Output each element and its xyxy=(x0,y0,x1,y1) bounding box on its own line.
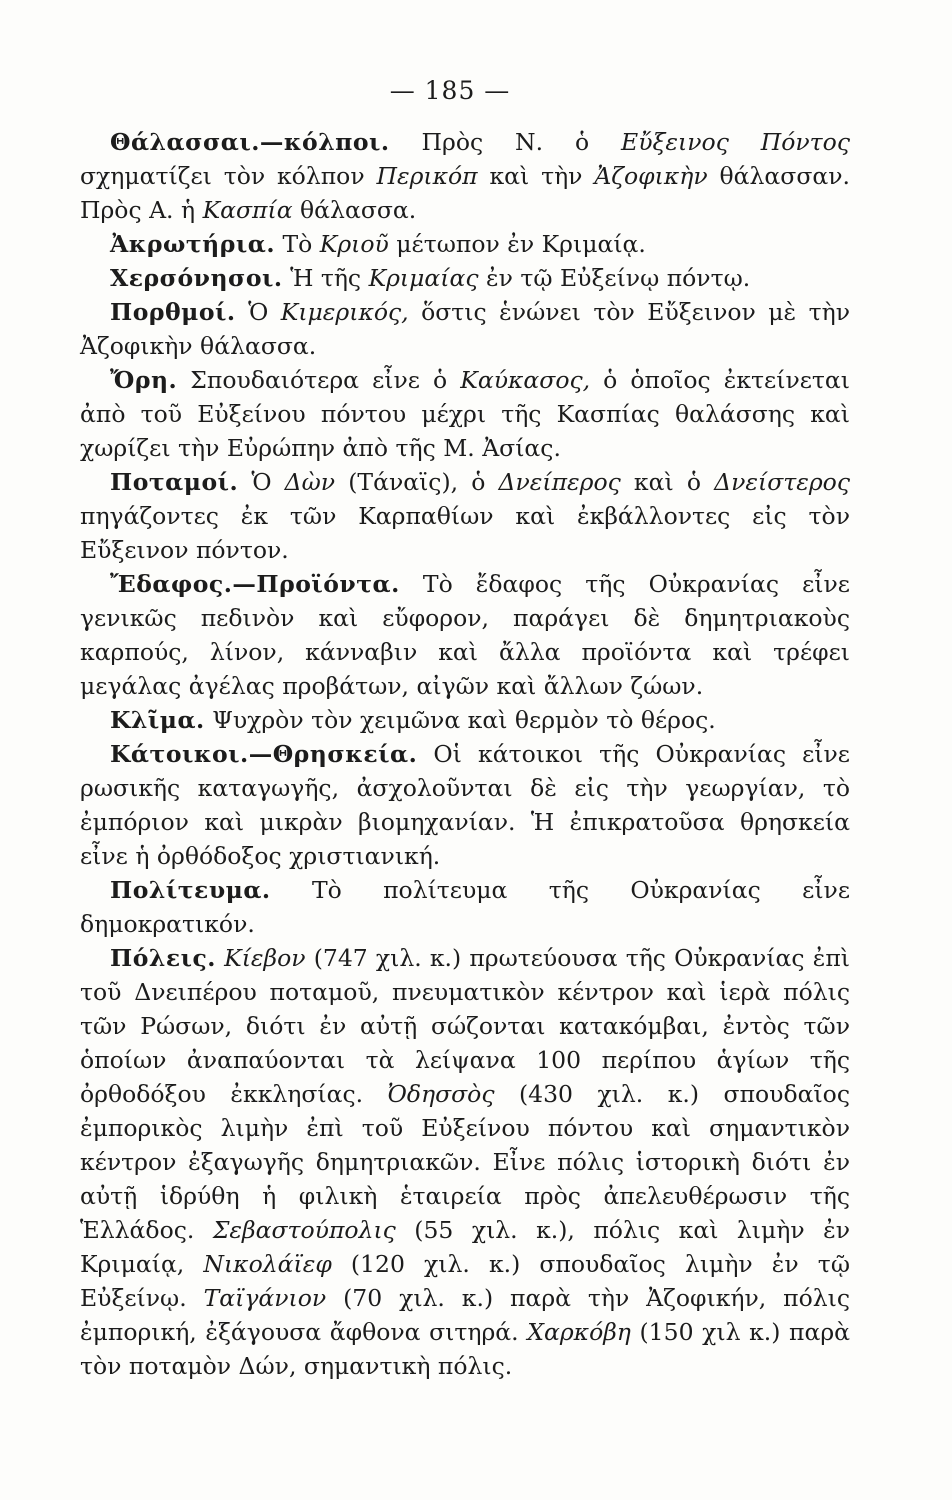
paragraph-climate xyxy=(80,703,850,737)
text-run: σχηματίζει τὸν κόλπον xyxy=(80,162,377,190)
city-name: Κίεβον xyxy=(224,944,306,972)
city-name: Ὀδησσὸς xyxy=(387,1080,495,1108)
text-run: πηγάζοντες ἐκ τῶν Καρπαθίων καὶ ἐκβάλλοντες εἰς τὸν Εὔξεινον πόντον. xyxy=(80,502,850,564)
text-run: Ἡ τῆς xyxy=(282,264,369,292)
place-name: Δνείπερος xyxy=(498,468,621,496)
paragraph-straits xyxy=(80,295,850,363)
city-name: Σεβαστούπολις xyxy=(212,1216,396,1244)
place-name: Περικόπ xyxy=(376,162,478,190)
paragraph-mountains xyxy=(80,363,850,465)
place-name: Κριμαίας xyxy=(368,264,479,292)
section-heading-straits: Πορθμοί. xyxy=(110,298,236,326)
page-number: — 185 — xyxy=(389,76,511,105)
city-name: Χαρκόβη xyxy=(527,1318,631,1346)
text-run: καὶ ὁ xyxy=(620,468,715,496)
text-run: (430 χιλ. κ.) σπουδαῖος ἐμπορικὸς λιμὴν ἐπὶ τοῦ Εὐξείνου πόντου καὶ σημαντικὸν κέντρον ἐξαγωγῆς δημητριακῶν. Εἶνε πόλις ἱστορικὴ διότι ἐν αὐτῇ ἱδρύθη ἡ φιλικὴ ἑταιρεία πρὸς ἀπελευθέρωσιν τῆς Ἑλλάδος. xyxy=(80,1080,850,1244)
text-run: Σπουδαιότερα εἶνε ὁ xyxy=(177,366,461,394)
paragraph-capes xyxy=(80,227,850,261)
place-name: Ἀζοφικὴν xyxy=(594,162,708,190)
section-heading-peninsulas: Χερσόνησοι. xyxy=(110,264,283,292)
place-name: Κασπία xyxy=(202,196,293,224)
text-run: μέτωπον ἐν Κριμαίᾳ. xyxy=(388,230,646,258)
text-run: καὶ τὴν xyxy=(477,162,595,190)
text-run xyxy=(216,944,224,972)
text-run: (Τάναϊς), ὁ xyxy=(335,468,499,496)
section-heading-rivers: Ποταμοί. xyxy=(110,468,239,496)
place-name: Δὼν xyxy=(284,468,336,496)
text-run: (150 χιλ κ.) παρὰ τὸν ποταμὸν Δών, σημαντικὴ πόλις. xyxy=(80,1318,851,1380)
paragraph-rivers xyxy=(80,465,850,567)
text-run: (120 χιλ. κ.) σπουδαῖος λιμὴν ἐν τῷ Εὐξείνῳ. xyxy=(80,1250,850,1312)
section-heading-soil: Ἔδαφος.—Προϊόντα. xyxy=(110,570,400,598)
paragraph-inhabitants-religion xyxy=(80,737,850,873)
paragraph-soil-products xyxy=(80,567,850,703)
city-name: Ταϊγάνιον xyxy=(203,1284,327,1312)
place-name: Εὔξεινος Πόντος xyxy=(621,128,850,156)
paragraph-cities xyxy=(80,941,850,1383)
text-run: ὁ ὁποῖος ἐκτείνεται ἀπὸ τοῦ Εὐξείνου πόντου μέχρι τῆς Κασπίας θαλάσσης καὶ χωρίζει τὴν Εὐρώπην ἀπὸ τῆς Μ. Ἀσίας. xyxy=(80,366,850,462)
text-run: θάλασσαν. Πρὸς Α. ἡ xyxy=(80,162,850,224)
text-run: θάλασσα. xyxy=(292,196,417,224)
section-heading-cities: Πόλεις. xyxy=(110,944,216,972)
paragraph-seas-gulfs xyxy=(80,125,850,227)
text-run: ἐν τῷ Εὐξείνῳ πόντῳ. xyxy=(478,264,751,292)
text-run: Τὸ ἔδαφος τῆς Οὐκρανίας εἶνε γενικῶς πεδινὸν καὶ εὔφορον, παράγει δὲ δημητριακοὺς καρπούς, λίνον, κάνναβιν καὶ ἄλλα προϊόντα καὶ τρέφει μεγάλας ἀγέλας προβάτων, αἰγῶν καὶ ἄλλων ζώων. xyxy=(80,570,850,700)
place-name: Δνείστερος xyxy=(714,468,850,496)
text-run: (55 χιλ. κ.), πόλις καὶ λιμὴν ἐν Κριμαίᾳ, xyxy=(80,1216,850,1278)
text-run: Οἱ κάτοικοι τῆς Οὐκρανίας εἶνε ρωσικῆς καταγωγῆς, ἀσχολοῦνται δὲ εἰς τὴν γεωργίαν, τὸ ἐμπόριον καὶ μικρὰν βιομηχανίαν. Ἡ ἐπικρατοῦσα θρησκεία εἶνε ἡ ὀρθόδοξος χριστιανική. xyxy=(80,740,850,870)
city-name: Νικολάϊεφ xyxy=(203,1250,332,1278)
section-heading-capes: Ἀκρωτήρια. xyxy=(110,230,276,258)
place-name: Καύκασος, xyxy=(460,366,591,394)
text-run: (70 χιλ. κ.) παρὰ τὴν Ἀζοφικήν, πόλις ἐμπορική, ἐξάγουσα ἄφθονα σιτηρά. xyxy=(80,1284,850,1346)
page-body xyxy=(80,125,850,1383)
paragraph-peninsulas xyxy=(80,261,850,295)
text-run: Τὸ πολίτευμα τῆς Οὐκρανίας εἶνε δημοκρατικόν. xyxy=(80,876,850,938)
place-name: Κιμερικός, xyxy=(280,298,409,326)
text-run: Ὁ xyxy=(235,298,281,326)
text-run: Ψυχρὸν τὸν χειμῶνα καὶ θερμὸν τὸ θέρος. xyxy=(204,706,716,734)
section-heading-climate: Κλῖμα. xyxy=(110,706,205,734)
text-run: (747 χιλ. κ.) πρωτεύουσα τῆς Οὐκρανίας ἐπὶ τοῦ Δνειπέρου ποταμοῦ, πνευματικὸν κέντρον καὶ ἱερὰ πόλις τῶν Ρώσων, διότι ἐν αὐτῇ σώζονται κατακόμβαι, ἐντὸς τῶν ὁποίων ἀναπαύονται τὰ λείψανα 100 περίπου ἁγίων τῆς ὀρθοδόξου ἐκκλησίας. xyxy=(80,944,850,1108)
paragraph-government xyxy=(80,873,850,941)
text-run: Τὸ xyxy=(275,230,320,258)
text-run: Ὁ xyxy=(238,468,285,496)
section-heading-government: Πολίτευμα. xyxy=(110,876,271,904)
section-heading-seas: Θάλασσαι.—κόλποι. xyxy=(110,128,390,156)
section-heading-inhabitants: Κάτοικοι.—Θρησκεία. xyxy=(110,740,418,768)
text-run: ὅστις ἑνώνει τὸν Εὔξεινον μὲ τὴν Ἀζοφικὴν θάλασσα. xyxy=(80,298,850,360)
place-name: Κριοῦ xyxy=(319,230,389,258)
section-heading-mountains: Ὄρη. xyxy=(110,366,178,394)
text-run: Πρὸς Ν. ὁ xyxy=(389,128,622,156)
